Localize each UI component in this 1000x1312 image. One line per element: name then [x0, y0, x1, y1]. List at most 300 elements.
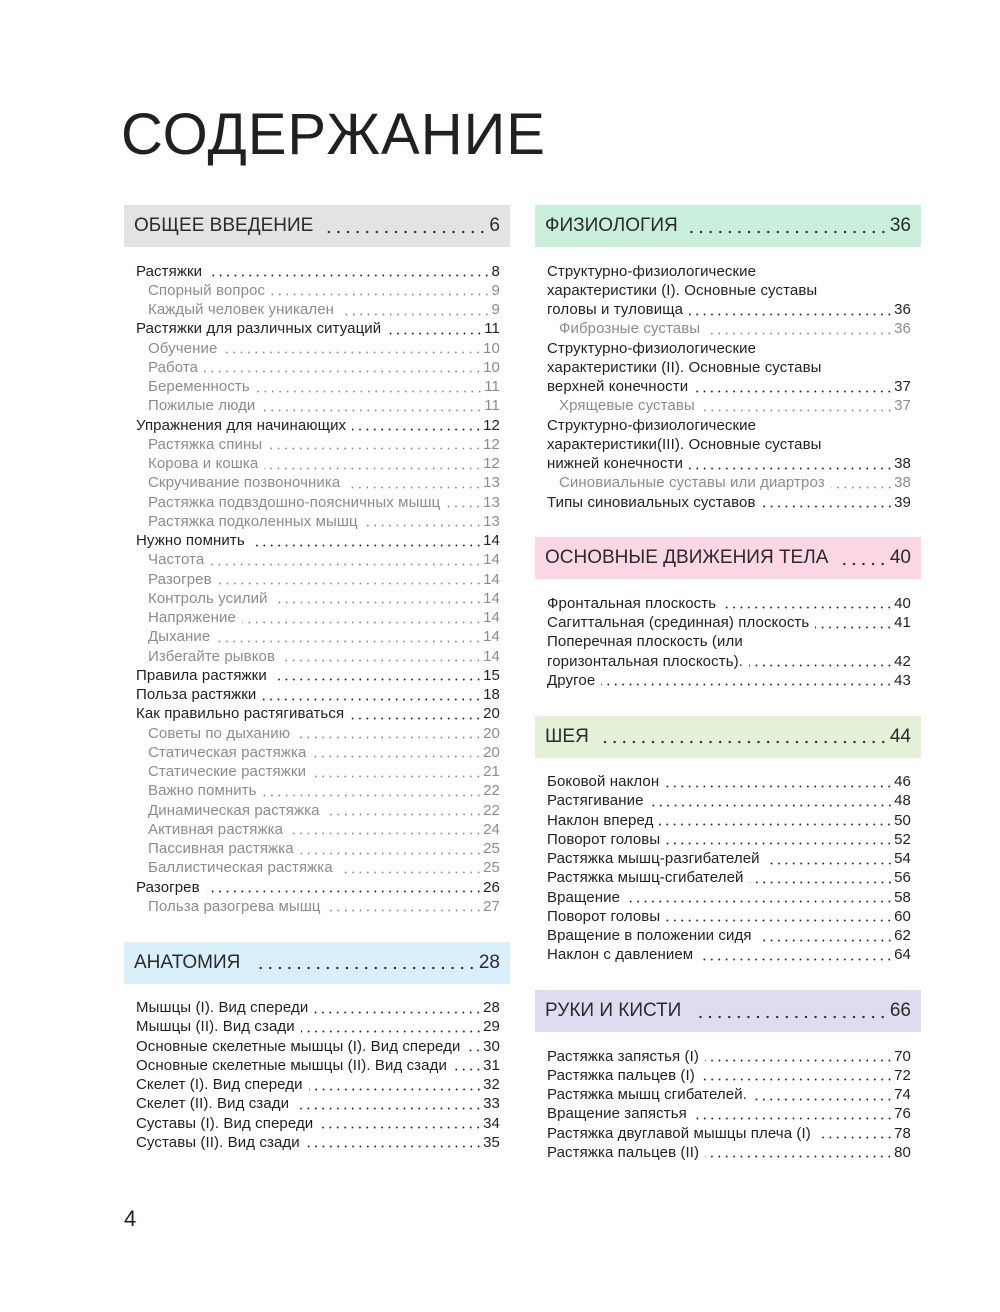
entry-line	[136, 1017, 500, 1036]
entry-page-number: 52	[894, 830, 911, 848]
entry-label: Обучение	[148, 339, 218, 357]
entry-label: Поперечная плоскость (или	[547, 633, 743, 651]
entry-line	[148, 762, 500, 781]
entry-line	[547, 613, 911, 632]
toc-entry	[547, 262, 911, 320]
toc-entry	[136, 1133, 500, 1152]
entry-label: Польза растяжки	[136, 686, 257, 703]
entry-line	[148, 647, 500, 666]
toc-entry	[136, 724, 500, 743]
entry-line	[148, 724, 500, 743]
dot-leader	[223, 339, 482, 358]
entry-line	[547, 671, 911, 690]
dot-leader	[295, 1094, 482, 1113]
entry-page-number: 48	[894, 792, 911, 810]
dot-leader	[453, 1056, 482, 1075]
section-page-number: 40	[889, 547, 911, 569]
entry-label: Пожилые люди	[148, 397, 256, 415]
dot-leader	[352, 416, 482, 435]
dot-leader	[831, 473, 893, 492]
entry-label: Частота	[148, 551, 205, 569]
entry-line	[136, 1037, 500, 1056]
dot-leader	[300, 839, 482, 858]
entry-label: верхней конечности	[547, 378, 689, 395]
dot-leader	[466, 1037, 482, 1056]
entry-label: Растяжка мышц-разгибателей	[547, 850, 760, 867]
dot-leader	[705, 1047, 893, 1066]
entry-page-number: 14	[483, 551, 500, 569]
toc-entry	[136, 550, 500, 569]
toc-entry	[547, 849, 911, 868]
dot-leader	[766, 849, 893, 868]
entry-line	[148, 512, 500, 531]
toc-entry	[547, 868, 911, 887]
dot-leader	[210, 550, 482, 569]
entry-label: Вращение запястья	[547, 1105, 687, 1123]
section-header	[535, 716, 921, 758]
entry-line	[148, 627, 500, 646]
dot-leader	[274, 589, 483, 608]
toc-entry	[136, 1017, 500, 1036]
entry-label: Синовиальные суставы или диартроз	[559, 474, 825, 492]
dot-leader	[312, 762, 482, 781]
toc-section	[535, 716, 921, 965]
entry-line	[547, 945, 911, 964]
dot-leader	[815, 613, 893, 632]
entry-line	[148, 839, 500, 858]
dot-leader	[666, 907, 893, 926]
entry-list	[535, 594, 921, 690]
entry-page-number: 10	[483, 358, 500, 376]
dot-leader	[346, 473, 482, 492]
toc-entry	[547, 339, 911, 397]
dot-leader	[446, 493, 482, 512]
toc-entry	[547, 830, 911, 849]
dot-leader	[326, 801, 483, 820]
entry-page-number: 33	[483, 1095, 500, 1113]
entry-line	[547, 262, 911, 281]
entry-line	[547, 1104, 911, 1123]
entry-label: Избегайте рывков	[148, 647, 276, 665]
entry-label: Корова и кошка	[148, 455, 259, 472]
entry-line	[547, 1124, 911, 1143]
entry-page-number: 14	[483, 570, 500, 588]
toc-entry	[136, 1075, 500, 1094]
entry-label: характеристики (II). Основные суставы	[547, 358, 822, 376]
entry-label: Хрящевые суставы	[559, 397, 695, 415]
entry-line	[547, 652, 911, 671]
entry-line	[136, 1056, 500, 1075]
entry-page-number: 35	[483, 1133, 500, 1151]
dot-leader	[281, 647, 482, 666]
entry-page-number: 14	[483, 609, 500, 626]
entry-line	[547, 300, 911, 319]
dot-leader	[762, 493, 894, 512]
entry-label: Важно помнить	[148, 782, 257, 800]
entry-page-number: 34	[483, 1114, 500, 1132]
entry-page-number: 54	[894, 850, 911, 867]
toc-section	[124, 942, 510, 1153]
entry-line	[148, 377, 500, 396]
entry-line	[136, 998, 500, 1017]
entry-line	[547, 377, 911, 396]
dot-leader	[753, 1085, 893, 1104]
toc-entry	[136, 820, 500, 839]
toc-entry	[136, 281, 500, 300]
entry-page-number: 20	[483, 724, 500, 742]
entry-line	[136, 531, 500, 550]
toc-entry	[547, 1085, 911, 1104]
entry-label: Упражнения для начинающих	[136, 416, 347, 434]
toc-entry	[547, 888, 911, 907]
dot-leader	[364, 512, 482, 531]
entry-page-number: 31	[483, 1056, 500, 1074]
dot-leader	[693, 1104, 893, 1123]
entry-label: Дыхание	[148, 628, 211, 646]
toc-entry	[136, 262, 500, 281]
entry-page-number: 21	[483, 763, 500, 780]
toc-section	[535, 990, 921, 1162]
entry-page-number: 56	[894, 869, 911, 887]
entry-label: Растяжка запястья (I)	[547, 1047, 699, 1065]
toc-entry	[547, 791, 911, 810]
dot-leader	[252, 942, 477, 984]
entry-line	[136, 1094, 500, 1113]
entry-line	[547, 493, 911, 512]
entry-label: Беременность	[148, 378, 250, 395]
section-header	[124, 205, 510, 247]
dot-leader	[273, 666, 482, 685]
toc-entry	[136, 1094, 500, 1113]
section-title: ШЕЯ	[545, 725, 589, 747]
toc-column-left	[124, 205, 510, 1178]
toc-entry	[136, 608, 500, 627]
entry-page-number: 14	[483, 647, 500, 665]
entry-line	[547, 1047, 911, 1066]
entry-page-number: 41	[894, 614, 911, 631]
entry-label: Растяжка подколенных мышц	[148, 512, 358, 530]
entry-label: Работа	[148, 358, 199, 376]
entry-label: головы и туловища	[547, 301, 684, 318]
entry-page-number: 32	[483, 1076, 500, 1093]
entry-label: Структурно-физиологические	[547, 416, 757, 434]
dot-leader	[271, 281, 490, 300]
dot-leader	[701, 396, 893, 415]
toc-entry	[547, 1124, 911, 1143]
section-title: АНАТОМИЯ	[134, 951, 241, 973]
entry-line	[547, 907, 911, 926]
dot-leader	[256, 377, 483, 396]
entry-line	[148, 858, 500, 877]
toc-entry	[136, 435, 500, 454]
dot-leader	[840, 537, 887, 579]
entry-line	[547, 830, 911, 849]
entry-list	[124, 262, 510, 917]
entry-line	[148, 435, 500, 454]
entry-line	[547, 1143, 911, 1162]
entry-list	[535, 772, 921, 965]
entry-page-number: 76	[894, 1105, 911, 1123]
section-header	[535, 537, 921, 579]
entry-page-number: 14	[483, 589, 500, 607]
entry-line	[148, 493, 500, 512]
entry-label: Типы синовиальных суставов	[547, 493, 756, 511]
entry-line	[148, 281, 500, 300]
dot-leader	[750, 868, 894, 887]
toc-entry	[136, 531, 500, 550]
toc-entry	[136, 801, 500, 820]
entry-line	[136, 878, 500, 897]
entry-label: Скелет (I). Вид спереди	[136, 1076, 303, 1093]
toc-entry	[136, 1037, 500, 1056]
toc-entry	[136, 858, 500, 877]
dot-leader	[659, 811, 893, 830]
entry-line	[547, 1085, 911, 1104]
dot-leader	[301, 1017, 482, 1036]
entry-label: Фронтальная плоскость	[547, 594, 717, 612]
entry-page-number: 80	[894, 1143, 911, 1161]
entry-label: Растяжки для различных ситуаций	[136, 320, 382, 338]
entry-page-number: 14	[483, 532, 500, 549]
entry-label: Мышцы (I). Вид спереди	[136, 999, 309, 1016]
dot-leader	[689, 454, 893, 473]
entry-line	[547, 454, 911, 473]
entry-label: Вращение в положении сидя	[547, 927, 752, 944]
entry-page-number: 13	[483, 493, 500, 511]
entry-line	[547, 358, 911, 377]
entry-line	[136, 262, 500, 281]
toc-entry	[136, 512, 500, 531]
entry-label: Основные скелетные мышцы (II). Вид сзади	[136, 1056, 447, 1074]
dot-leader	[601, 671, 893, 690]
entry-label: Наклон вперед	[547, 811, 654, 829]
entry-page-number: 11	[484, 397, 500, 415]
toc-entry	[136, 339, 500, 358]
toc-entry	[136, 377, 500, 396]
entry-page-number: 25	[483, 840, 500, 857]
toc-entry	[136, 704, 500, 723]
entry-page-number: 26	[483, 878, 500, 896]
dot-leader	[701, 1066, 893, 1085]
section-page-number: 6	[489, 215, 500, 236]
toc-section	[535, 537, 921, 690]
entry-label: Польза разогрева мышц	[148, 897, 321, 915]
entry-label: Баллистическая растяжка	[148, 859, 333, 877]
toc-entry	[547, 1047, 911, 1066]
entry-label: Разогрев	[148, 570, 212, 588]
toc-title: СОДЕРЖАНИЕ	[121, 102, 546, 167]
dot-leader	[339, 858, 482, 877]
entry-line	[547, 926, 911, 945]
entry-page-number: 64	[894, 946, 911, 964]
entry-label: горизонтальная плоскость).	[547, 652, 743, 670]
section-header	[124, 942, 510, 984]
entry-line	[148, 473, 500, 492]
entry-page-number: 74	[894, 1086, 911, 1103]
toc-entry	[547, 493, 911, 512]
entry-line	[136, 1075, 500, 1094]
entry-label: Статические растяжки	[148, 763, 307, 780]
entry-page-number: 12	[483, 455, 500, 472]
entry-page-number: 11	[484, 320, 500, 338]
section-page-number: 36	[889, 215, 911, 236]
dot-leader	[690, 205, 888, 247]
entry-label: Правила растяжки	[136, 666, 267, 684]
entry-label: Растяжка двуглавой мышцы плеча (I)	[547, 1124, 811, 1142]
toc-entry	[547, 1104, 911, 1123]
toc-entry	[136, 416, 500, 435]
entry-page-number: 28	[483, 999, 500, 1016]
dot-leader	[242, 608, 482, 627]
entry-page-number: 14	[483, 628, 500, 646]
entry-label: Растяжка спины	[148, 435, 263, 453]
dot-leader	[699, 945, 893, 964]
entry-line	[136, 685, 500, 704]
entry-line	[547, 772, 911, 791]
entry-page-number: 39	[894, 493, 911, 511]
entry-line	[547, 281, 911, 300]
toc-entry	[136, 473, 500, 492]
section-header	[535, 990, 921, 1032]
dot-leader	[749, 652, 893, 671]
toc-entry	[547, 811, 911, 830]
dot-leader	[758, 926, 894, 945]
entry-line	[148, 820, 500, 839]
entry-page-number: 42	[894, 652, 911, 670]
entry-line	[547, 632, 911, 651]
entry-page-number: 72	[894, 1066, 911, 1084]
toc-entry	[136, 1056, 500, 1075]
toc-section	[535, 205, 921, 512]
toc-entry	[136, 570, 500, 589]
dot-leader	[262, 685, 482, 704]
dot-leader	[650, 791, 894, 810]
entry-label: Наклон с давлением	[547, 946, 694, 964]
dot-leader	[208, 262, 490, 281]
entry-page-number: 12	[483, 435, 500, 453]
entry-list	[124, 998, 510, 1152]
toc-entry	[547, 632, 911, 671]
dot-leader	[325, 205, 487, 247]
entry-page-number: 22	[483, 782, 500, 800]
entry-list	[535, 262, 921, 512]
entry-line	[148, 608, 500, 627]
entry-label: Пассивная растяжка	[148, 840, 294, 857]
toc-entry	[547, 396, 911, 415]
entry-page-number: 15	[483, 666, 500, 684]
toc-entry	[136, 878, 500, 897]
entry-page-number: 36	[894, 301, 911, 318]
entry-page-number: 24	[483, 820, 500, 838]
entry-page-number: 22	[483, 801, 500, 819]
entry-line	[559, 319, 911, 338]
entry-label: Растяжки	[136, 262, 203, 280]
entry-page-number: 12	[483, 416, 500, 434]
dot-leader	[705, 1143, 893, 1162]
dot-leader	[289, 820, 482, 839]
entry-page-number: 11	[484, 378, 500, 395]
entry-line	[547, 1066, 911, 1085]
entry-page-number: 25	[483, 859, 500, 877]
entry-page-number: 46	[894, 773, 911, 790]
entry-label: Статическая растяжка	[148, 743, 307, 761]
entry-line	[559, 473, 911, 492]
entry-page-number: 29	[483, 1018, 500, 1036]
entry-line	[148, 781, 500, 800]
dot-leader	[312, 743, 482, 762]
entry-label: характеристики(III). Основные суставы	[547, 435, 822, 453]
entry-label: Вращение	[547, 888, 621, 906]
entry-label: Спорный вопрос	[148, 281, 266, 299]
entry-line	[148, 300, 500, 319]
entry-line	[547, 339, 911, 358]
entry-line	[136, 416, 500, 435]
entry-label: Растяжка мышц-сгибателей	[547, 869, 744, 887]
toc-entry	[136, 319, 500, 338]
toc-entry	[136, 839, 500, 858]
toc-entry	[547, 945, 911, 964]
dot-leader	[204, 358, 482, 377]
page-number: 4	[124, 1206, 137, 1231]
dot-leader	[689, 300, 893, 319]
entry-page-number: 43	[894, 671, 911, 689]
entry-label: Разогрев	[136, 878, 200, 896]
entry-label: Растяжка мышц сгибателей.	[547, 1086, 747, 1103]
toc-entry	[547, 594, 911, 613]
toc-entry	[136, 998, 500, 1017]
dot-leader	[387, 319, 483, 338]
entry-line	[136, 1133, 500, 1152]
entry-label: нижней конечности	[547, 455, 683, 472]
entry-label: Каждый человек уникален	[148, 301, 335, 318]
entry-line	[148, 801, 500, 820]
dot-leader	[319, 1114, 482, 1133]
entry-list	[535, 1047, 921, 1163]
entry-label: Поворот головы	[547, 907, 661, 925]
entry-page-number: 8	[491, 262, 500, 280]
entry-page-number: 10	[483, 339, 500, 357]
entry-page-number: 36	[894, 320, 911, 338]
entry-line	[136, 666, 500, 685]
entry-page-number: 38	[894, 455, 911, 472]
entry-line	[148, 358, 500, 377]
entry-line	[136, 1114, 500, 1133]
entry-label: Суставы (II). Вид сзади	[136, 1133, 300, 1151]
dot-leader	[601, 716, 888, 758]
entry-page-number: 37	[894, 378, 911, 395]
toc-entry	[136, 300, 500, 319]
dot-leader	[251, 531, 482, 550]
toc-entry	[547, 1066, 911, 1085]
section-title: ОБЩЕЕ ВВЕДЕНИЕ	[134, 215, 314, 236]
toc-entry	[136, 1114, 500, 1133]
entry-label: Динамическая растяжка	[148, 801, 320, 819]
dot-leader	[218, 570, 482, 589]
entry-label: Советы по дыханию	[148, 724, 291, 742]
dot-leader	[264, 454, 482, 473]
entry-line	[559, 396, 911, 415]
toc-entry	[136, 396, 500, 415]
toc-entry	[136, 666, 500, 685]
dot-leader	[314, 998, 482, 1017]
entry-page-number: 40	[894, 594, 911, 612]
toc-entry	[136, 627, 500, 646]
entry-line	[547, 416, 911, 435]
entry-label: Основные скелетные мышцы (I). Вид спереди	[136, 1037, 461, 1055]
entry-page-number: 62	[894, 927, 911, 944]
entry-line	[547, 791, 911, 810]
section-title: ОСНОВНЫЕ ДВИЖЕНИЯ ТЕЛА	[545, 547, 829, 569]
